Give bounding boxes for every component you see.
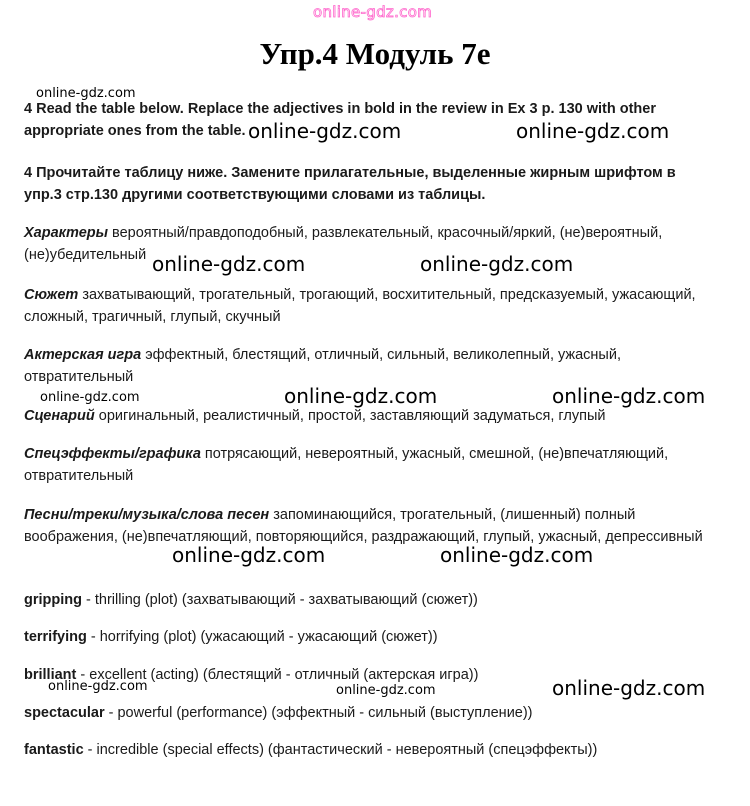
- category-text: запоминающийся, трогательный, (лишенный) полный воображения, (не)впечатляющий, повторяющийся, раздражающий, глупый, ужасный, депрессивный: [24, 507, 703, 545]
- category-label: Характеры: [24, 225, 109, 241]
- category-text: потрясающий, невероятный, ужасный, смешной, (не)впечатляющий, отвратительный: [24, 446, 669, 484]
- replacement-item: [24, 626, 714, 648]
- watermark: online-gdz.com: [40, 390, 140, 405]
- category-characters: [24, 222, 714, 266]
- task-english: 4 Read the table below. Replace the adjectives in bold in the review in Ex 3 p. 130 with other appropriate ones from the table.: [24, 101, 656, 139]
- watermark: online-gdz.com: [336, 683, 436, 698]
- replacement-word: brilliant: [24, 667, 77, 683]
- category-text: захватывающий, трогательный, трогающий, восхитительный, предсказуемый, ужасающий, сложный, трагичный, глупый, скучный: [24, 287, 696, 325]
- watermark: online-gdz.com: [552, 676, 706, 700]
- replacement-item: [24, 589, 714, 611]
- category-label: Песни/треки/музыка/слова песен: [24, 507, 270, 523]
- watermark: online-gdz.com: [36, 86, 136, 101]
- replacement-word: spectacular: [24, 705, 105, 721]
- watermark: online-gdz.com: [420, 252, 574, 276]
- category-label: Сценарий: [24, 408, 95, 424]
- replacement-item: [24, 702, 714, 724]
- replacement-text: - horrifying (plot) (ужасающий - ужасающий (сюжет)): [86, 629, 438, 645]
- category-text: вероятный/правдоподобный, развлекательный, красочный/яркий, (не)вероятный, (не)убедительный: [24, 225, 663, 263]
- category-text: эффектный, блестящий, отличный, сильный, великолепный, ужасный, отвратительный: [24, 347, 621, 385]
- category-acting: [24, 344, 714, 388]
- replacement-word: gripping: [24, 592, 82, 608]
- replacement-item: [24, 739, 714, 761]
- replacement-text: - thrilling (plot) (захватывающий - захватывающий (сюжет)): [82, 592, 478, 608]
- page-title: Упр.4 Модуль 7е: [259, 36, 491, 71]
- replacement-text: - incredible (special effects) (фантастический - невероятный (спецэффекты)): [83, 742, 598, 758]
- replacement-word: fantastic: [24, 742, 84, 758]
- task-russian: 4 Прочитайте таблицу ниже. Замените прилагательные, выделенные жирным шрифтом в упр.3 стр.130 другими соответствующими словами из таблицы.: [24, 165, 676, 203]
- watermark: online-gdz.com: [440, 543, 594, 567]
- category-label: Актерская игра: [24, 347, 142, 363]
- watermark: online-gdz.com: [516, 119, 670, 143]
- watermark: online-gdz.com: [248, 119, 402, 143]
- replacement-text: - excellent (acting) (блестящий - отличный (актерская игра)): [76, 667, 479, 683]
- replacement-text: - powerful (performance) (эффектный - сильный (выступление)): [104, 705, 533, 721]
- watermark: online-gdz.com: [552, 384, 706, 408]
- category-songs: [24, 504, 714, 548]
- watermark: online-gdz.com: [284, 384, 438, 408]
- watermark: online-gdz.com: [172, 543, 326, 567]
- watermark: online-gdz.com: [48, 679, 148, 694]
- replacement-item: [24, 664, 714, 686]
- category-plot: [24, 284, 714, 328]
- category-script: [24, 405, 714, 427]
- category-text: оригинальный, реалистичный, простой, заставляющий задуматься, глупый: [94, 408, 606, 424]
- category-label: Сюжет: [24, 287, 79, 303]
- category-special-effects: [24, 443, 714, 487]
- replacement-word: terrifying: [24, 629, 87, 645]
- watermark-top: online-gdz.com: [313, 3, 433, 21]
- watermark: online-gdz.com: [152, 252, 306, 276]
- category-label: Спецэффекты/графика: [24, 446, 201, 462]
